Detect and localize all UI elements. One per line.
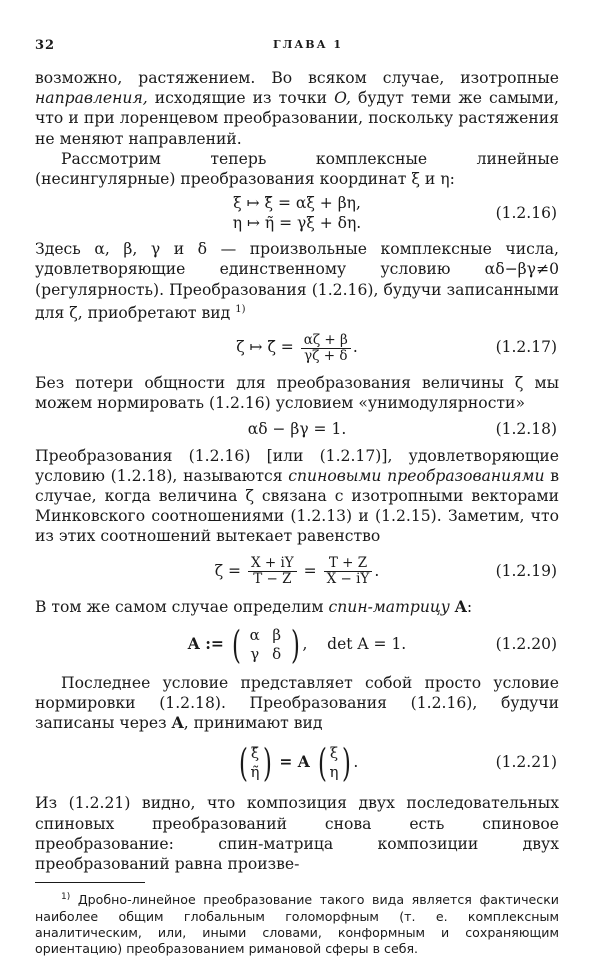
equation-1-2-17: ζ ↦ ζ̃ = $\frac{\alpha\zeta + \beta}{\gamma\zeta + \delta}$ . (1.2.17) (236, 331, 557, 364)
equation-number: (1.2.17) (495, 338, 557, 357)
equation-number: (1.2.16) (495, 204, 557, 223)
paragraph-6: В том же самом случае определим спин-матрицу A: (35, 596, 473, 616)
equation-line: ξ ↦ ξ̃ = αξ + βη, (233, 194, 361, 213)
equation-1-2-21: ( ξ̃ η̃ ) = A ( ξ η ) . (1.2.21) (238, 741, 557, 786)
paragraph-5: Преобразования (1.2.16) [или (1.2.17)], удовлетворяющие условию (1.2.18), называются спиновыми преобразованиями в случае, когда величина ζ связана с изотропными векторами Минковского соотношениями (1.2.13) и (1.2.15). Заметим, что из этих соотношений вытекает равенство (35, 446, 559, 546)
equation-line: η ↦ η̃ = γξ + δη. (232, 214, 362, 233)
equation-number: (1.2.20) (495, 634, 557, 653)
footnote-mark: 1) (61, 892, 71, 903)
column-vector: ξ̃ η̃ (250, 744, 260, 782)
equation-number: (1.2.18) (495, 419, 557, 438)
footnote-divider (35, 882, 145, 883)
paragraph-3: Здесь α, β, γ и δ — произвольные комплексные числа, удовлетворяющие единственному условию αδ−βγ≠0 (регулярность). Преобразования (1.2.16), будучи записанными для ζ, приобретают вид $^{1)}$ (35, 240, 559, 323)
spin-matrix: α β γ δ (249, 625, 282, 663)
column-vector: ξ η (329, 744, 339, 782)
paragraph-1: возможно, растяжением. Во всяком случае, изотропные направления, исходящие из точки O, будут теми же самыми, что и при лоренцевом преобразовании, поскольку растяжения не меняют направлений. (35, 69, 560, 148)
running-header (35, 30, 559, 54)
fraction: $\frac{\alpha\zeta + \beta}{\gamma\zeta + \delta}$ (301, 333, 351, 364)
equation-1-2-20: A := ( α β γ δ ) , det A = 1. (1.2.20) (187, 622, 557, 667)
footnote: $^{1)}$ Дробно-линейное преобразование такого вида является фактически наиболее общим глобальным голоморфным (т. е. комплексным аналитическим, или, иными словами, конформным и сохраняющим ориентацию) преобразованием римановой сферы в себя. (35, 892, 559, 957)
paragraph-4: Без потери общности для преобразования величины ζ мы можем нормировать (1.2.16) условием «унимодулярности» (35, 374, 559, 413)
paragraph-8: Из (1.2.21) видно, что композиция двух последовательных спиновых преобразований снова есть спиновое преобразование: спин-матрица композиции двух преобразований равна произве- (35, 794, 559, 874)
paragraph-2: Рассмотрим теперь комплексные линейные (несингулярные) преобразования координат ξ и η: (35, 149, 559, 189)
paragraph-7: Последнее условие представляет собой просто условие нормировки (1.2.18). Преобразования (1.2.16), будучи записаны через A, принимают вид (35, 673, 559, 733)
fraction: $\frac{X + iY}{T - Z}$ (248, 556, 297, 587)
equation-1-2-16 (35, 193, 559, 233)
page-number: 32 (35, 38, 56, 53)
equation-1-2-19: ζ = $\frac{X + iY}{T - Z}$ = $\frac{T + Z}{X - iY}$ . (1.2.19) (214, 555, 557, 588)
book-page (35, 30, 559, 957)
fraction: $\frac{T + Z}{X - iY}$ (324, 556, 373, 587)
equation-number: (1.2.19) (495, 561, 557, 580)
footnote-ref: 1) (235, 303, 246, 315)
chapter-title: ГЛАВА 1 (273, 38, 344, 51)
equation-1-2-18: αδ − βγ = 1. (1.2.18) (247, 419, 557, 438)
equation-number: (1.2.21) (495, 753, 557, 772)
